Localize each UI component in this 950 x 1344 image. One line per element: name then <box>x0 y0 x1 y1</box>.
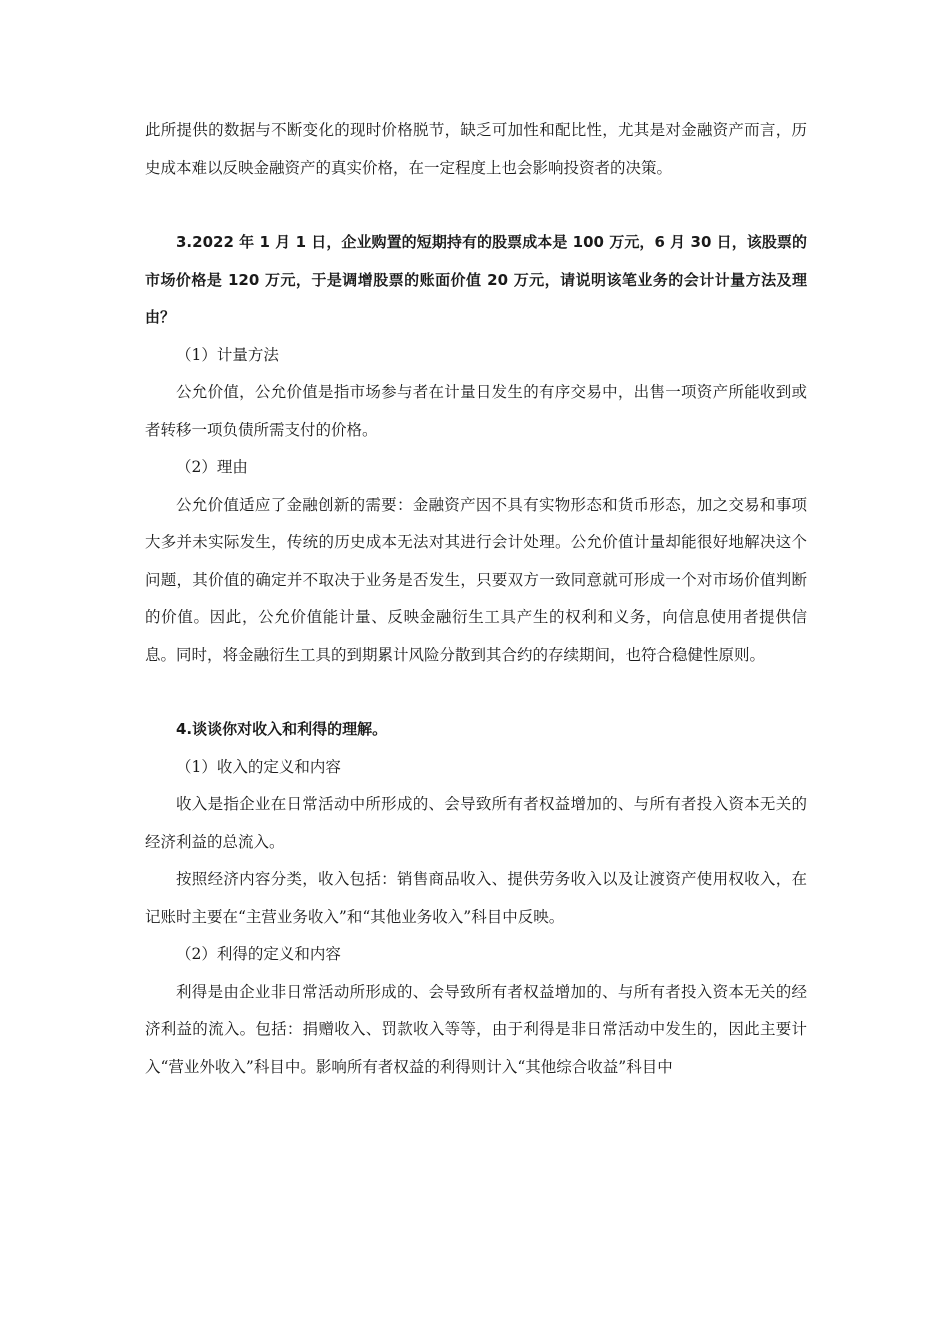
spacer <box>145 187 807 224</box>
spacer <box>145 674 807 711</box>
question-4: 4.谈谈你对收入和利得的理解。 <box>176 720 388 738</box>
q4-heading-gains: （2）利得的定义和内容 <box>176 945 341 963</box>
q3-paragraph-fair-value: 公允价值，公允价值是指市场参与者在计量日发生的有序交易中，出售一项资产所能收到或者转移一项负债所需支付的价格。 <box>145 383 807 439</box>
q3-paragraph-reason: 公允价值适应了金融创新的需要：金融资产因不具有实物形态和货币形态，加之交易和事项大多并未实际发生，传统的历史成本无法对其进行会计处理。公允价值计量却能很好地解决这个问题，其价值的确定并不取决于业务是否发生，只要双方一致同意就可形成一个对市场价值判断的价值。因此，公允价值能计量、反映金融衍生工具产生的权利和义务，向信息使用者提供信息。同时，将金融衍生工具的到期累计风险分散到其合约的存续期间，也符合稳健性原则。 <box>145 495 807 664</box>
q4-paragraph-revenue-types: 按照经济内容分类，收入包括：销售商品收入、提供劳务收入以及让渡资产使用权收入，在记账时主要在“主营业务收入”和“其他业务收入”科目中反映。 <box>145 870 807 926</box>
intro-paragraph: 此所提供的数据与不断变化的现时价格脱节，缺乏可加性和配比性，尤其是对金融资产而言，历史成本难以反映金融资产的真实价格，在一定程度上也会影响投资者的决策。 <box>145 121 807 177</box>
question-3: 3.2022 年 1 月 1 日，企业购置的短期持有的股票成本是 100 万元，6 月 30 日，该股票的市场价格是 120 万元，于是调增股票的账面价值 20 万元，请说明该笔业务的会计计量方法及理由？ <box>145 233 807 326</box>
q4-paragraph-revenue-definition: 收入是指企业在日常活动中所形成的、会导致所有者权益增加的、与所有者投入资本无关的经济利益的总流入。 <box>145 795 807 851</box>
document-body <box>145 112 807 1086</box>
q4-heading-revenue: （1）收入的定义和内容 <box>176 757 341 776</box>
q3-heading-measurement: （1）计量方法 <box>176 345 279 364</box>
q4-paragraph-gains: 利得是由企业非日常活动所形成的、会导致所有者权益增加的、与所有者投入资本无关的经济利益的流入。包括：捐赠收入、罚款收入等等，由于利得是非日常活动中发生的，因此主要计入“营业外收入”科目中。影响所有者权益的利得则计入“其他综合收益”科目中 <box>145 982 807 1076</box>
q3-heading-reason: （2）理由 <box>176 458 248 476</box>
